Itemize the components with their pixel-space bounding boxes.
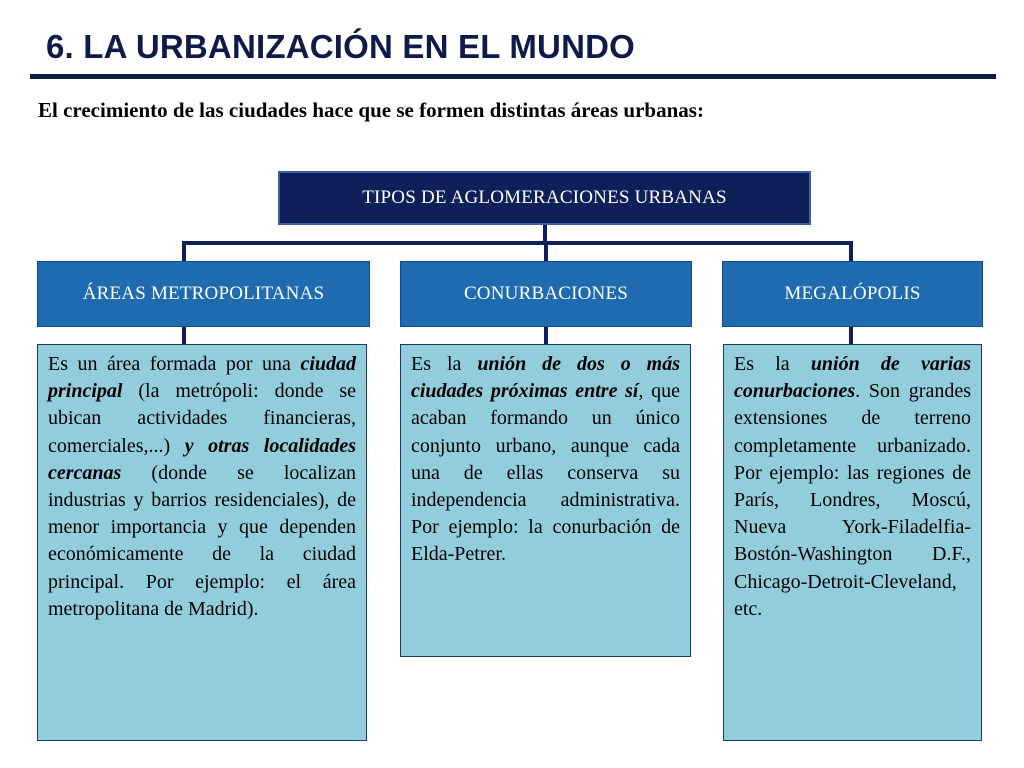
emphasis-text: unión de dos o más ciudades próximas entre sí <box>411 353 680 403</box>
description-metropolitan-areas <box>37 344 367 741</box>
root-node: TIPOS DE AGLOMERACIONES URBANAS <box>278 171 811 225</box>
description-text: , que acaban formando un único conjunto urbano, aunque cada una de ellas conserva su independencia administrativa. Por ejemplo: la conurbación de Elda-Petrer. <box>411 380 680 566</box>
description-text: Es un área formada por una <box>48 353 301 375</box>
description-text: (la metrópoli: donde se ubican actividades financieras, comerciales,...) <box>48 380 356 457</box>
emphasis-text: unión de varias conurbaciones <box>734 353 971 403</box>
emphasis-text: y otras localidades cercanas <box>48 434 356 484</box>
category-node-megalopolis: MEGALÓPOLIS <box>722 261 983 327</box>
category-node-metropolitan-areas: ÁREAS METROPOLITANAS <box>37 261 370 327</box>
description-text: (donde se localizan industrias y barrios residenciales), de menor importancia y que dependen económicamente de la ciudad principal. Por ejemplo: el área metropolitana de Madrid). <box>48 461 356 620</box>
category-node-conurbations: CONURBACIONES <box>400 261 692 327</box>
description-conurbations <box>400 344 691 657</box>
emphasis-text: ciudad principal <box>48 353 356 403</box>
description-text: Es la <box>734 353 811 375</box>
description-megalopolis <box>723 344 982 741</box>
description-text: . Son grandes extensiones de terreno completamente urbanizado. Por ejemplo: las regiones de París, Londres, Moscú, Nueva York-Filadelfia-Bostón-Washington D.F., Chicago-Detroit-Cleveland, etc. <box>734 380 971 620</box>
description-text: Es la <box>411 353 478 375</box>
intro-text: El crecimiento de las ciudades hace que se formen distintas áreas urbanas: <box>38 98 704 122</box>
page-title: 6. LA URBANIZACIÓN EN EL MUNDO <box>46 28 636 65</box>
